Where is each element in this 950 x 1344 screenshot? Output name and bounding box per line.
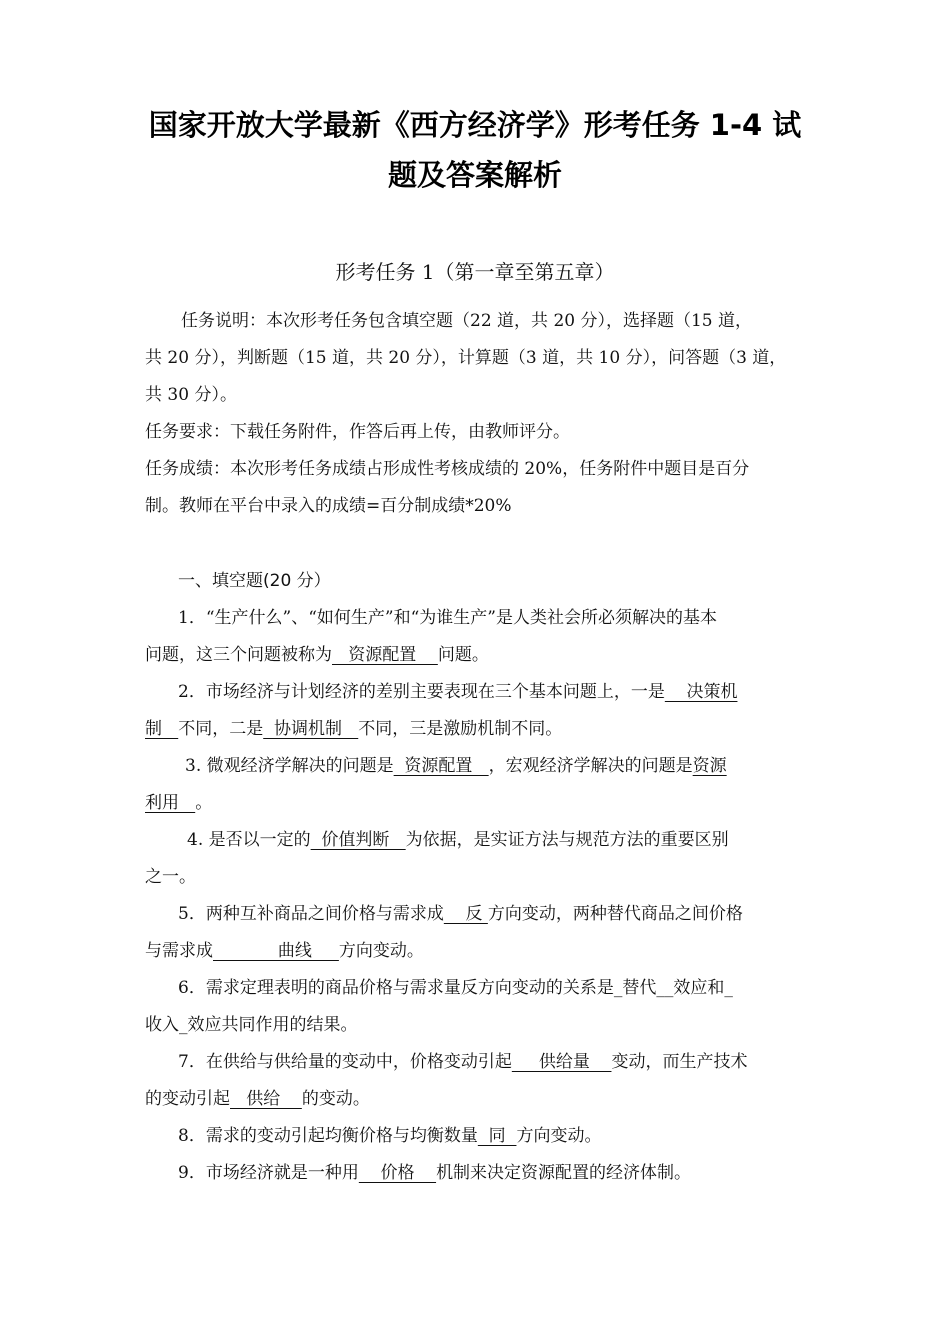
question-text: 为依据，是实证方法与规范方法的重要区别 [405,830,729,850]
answer-blank: 利用 [145,793,196,813]
question-text: 收入_效应共同作用的结果。 [145,1015,358,1035]
answer-blank: 价值判断 [310,830,406,850]
answer-blank: 同 [477,1126,517,1146]
task-description-line-3: 共 30 分）。 [145,385,237,405]
question-text: 9．市场经济就是一种用 [178,1163,359,1183]
question-2 [145,674,825,748]
section-title-fill-blank: 一、填空题(20 分） [178,571,331,591]
question-text: ，宏观经济学解决的问题是 [488,756,693,776]
question-1 [145,600,825,674]
question-text: 机制来决定资源配置的经济体制。 [436,1163,692,1183]
title-line-1: 国家开放大学最新《西方经济学》形考任务 1-4 试 [148,108,802,142]
question-text: 问题。 [437,645,489,665]
question-text: 的变动。 [301,1089,370,1109]
task-subtitle: 形考任务 1（第一章至第五章） [335,260,615,284]
task-requirement: 任务要求：下载任务附件，作答后再上传，由教师评分。 [145,422,570,442]
question-text: 4. 是否以一定的 [187,830,311,850]
answer-blank: 协调机制 [263,719,359,739]
title-line-2: 题及答案解析 [387,158,562,192]
answer-blank: 供给量 [511,1052,612,1072]
question-text: 5．两种互补商品之间价格与需求成 [178,904,444,924]
question-text: 1．“生产什么”、“如何生产”和“为谁生产”是人类社会所必须解决的基本 [178,608,717,628]
question-text: 方向变动。 [516,1126,602,1146]
question-text: 3. 微观经济学解决的问题是 [185,756,394,776]
question-text: 变动，而生产技术 [611,1052,748,1072]
question-text: 6．需求定理表明的商品价格与需求量反方向变动的关系是_替代__效应和_ [178,978,733,998]
answer-blank: 资源配置 [332,645,438,665]
question-text: 2．市场经济与计划经济的差别主要表现在三个基本问题上，一是 [178,682,665,702]
question-text: 之一。 [145,867,196,887]
question-text: 问题，这三个问题被称为 [145,645,332,665]
question-text: 方向变动，两种替代商品之间价格 [487,904,743,924]
question-text: 方向变动。 [338,941,424,961]
question-text: 7．在供给与供给量的变动中，价格变动引起 [178,1052,512,1072]
question-3 [145,748,825,822]
answer-blank: 曲线 [213,941,339,961]
question-text: 8．需求的变动引起均衡价格与均衡数量 [178,1126,478,1146]
task-score-line-2: 制。教师在平台中录入的成绩=百分制成绩*20% [145,496,512,516]
question-6 [145,970,825,1044]
task-description [145,303,810,525]
task-description-line-1: 任务说明：本次形考任务包含填空题（22 道，共 20 分），选择题（15 道， [181,311,753,331]
task-description-line-2: 共 20 分），判断题（15 道，共 20 分），计算题（3 道，共 10 分），问答题（3 道， [145,348,787,368]
answer-blank: 供给 [230,1089,302,1109]
question-text: 不同，三是激励机制不同。 [358,719,563,739]
answer-blank: 反 [443,904,488,924]
question-text: 与需求成 [145,941,213,961]
answer-blank: 价格 [358,1163,437,1183]
answer-blank: 资源 [692,756,727,776]
task-score-line-1: 任务成绩：本次形考任务成绩占形成性考核成绩的 20%，任务附件中题目是百分 [145,459,750,479]
question-text: 的变动引起 [145,1089,230,1109]
answer-blank: 制 [145,719,179,739]
question-9 [145,1155,825,1192]
document-title [120,100,830,200]
question-8 [145,1118,825,1155]
question-text: 不同，二是 [178,719,264,739]
question-4 [145,822,825,896]
answer-blank: 资源配置 [393,756,489,776]
answer-blank: 决策机 [664,682,738,702]
question-text: 。 [195,793,213,813]
question-5 [145,896,825,970]
question-7 [145,1044,825,1118]
